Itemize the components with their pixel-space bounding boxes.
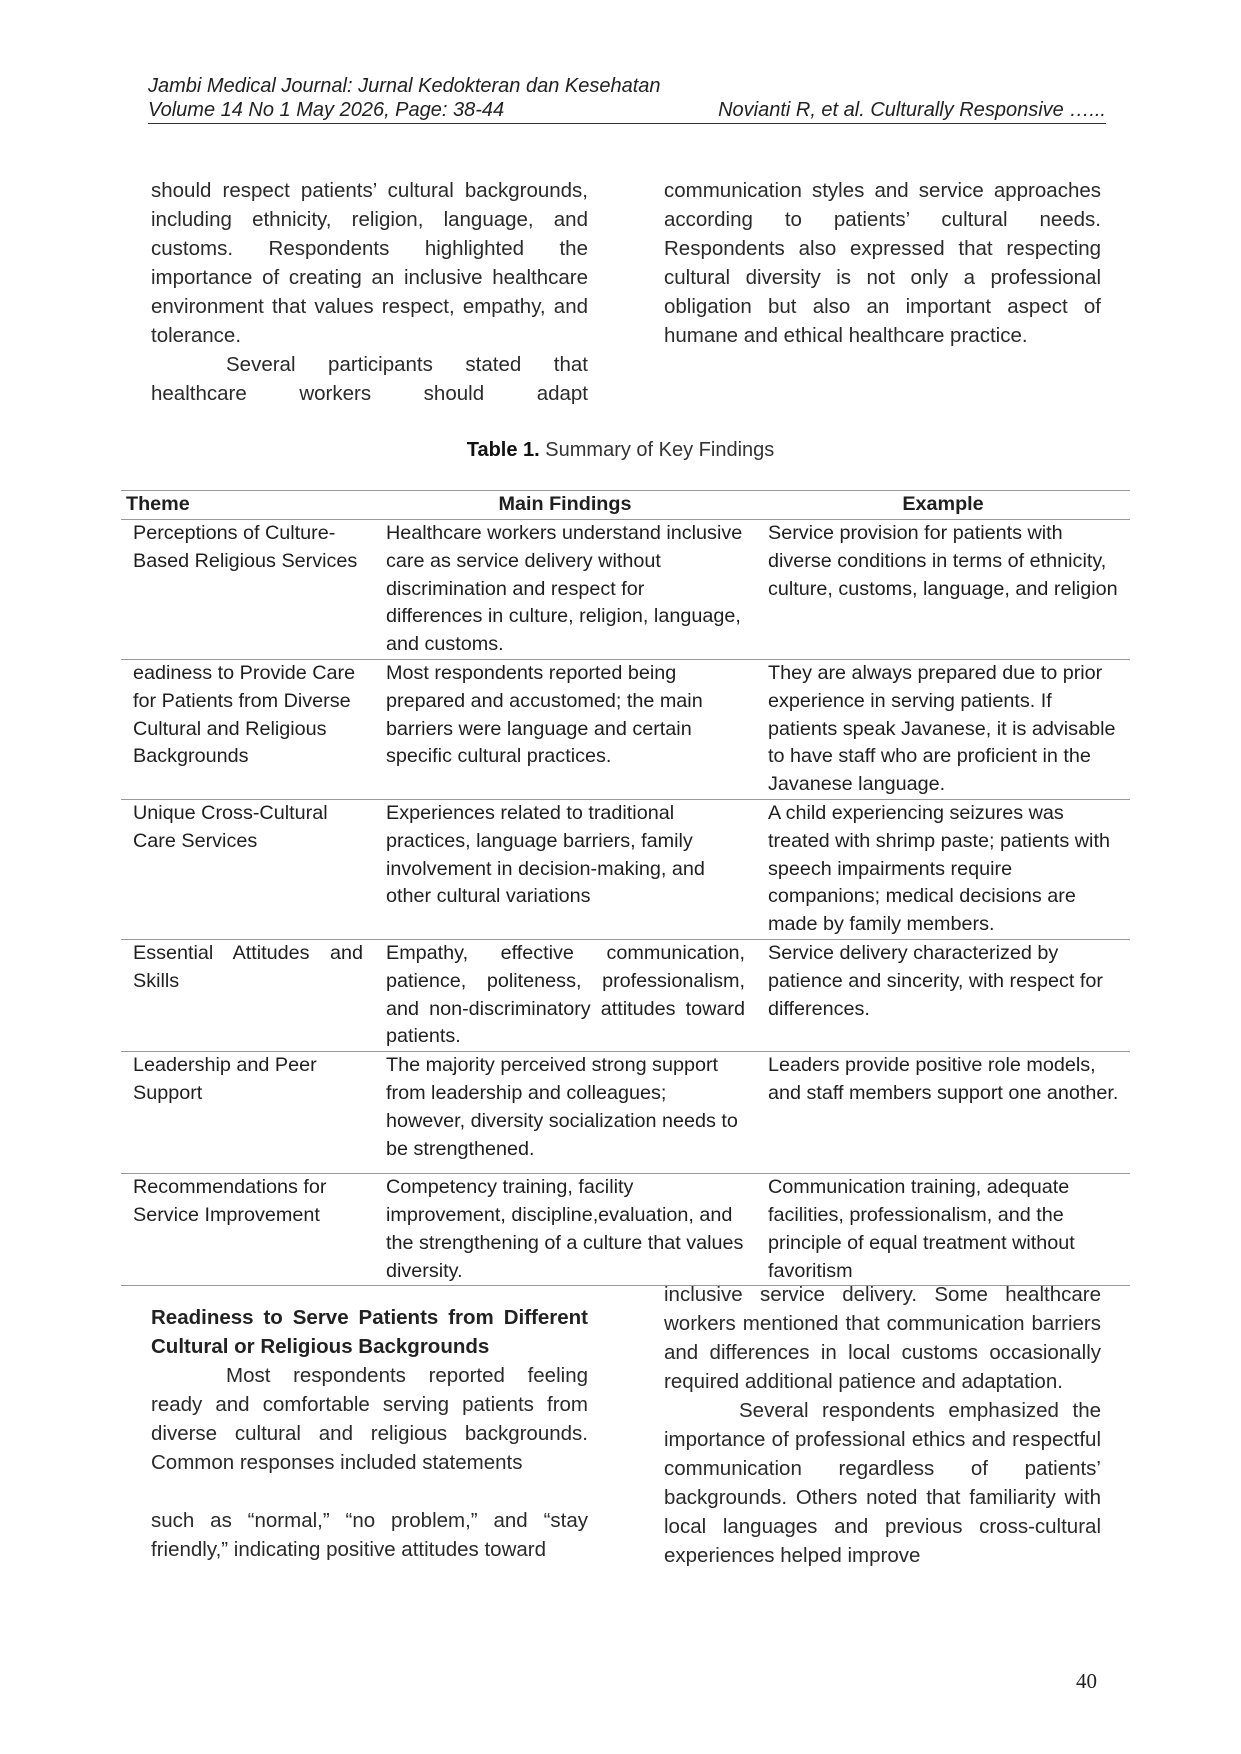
example-cell: Service delivery characterized by patience and sincerity, with respect for differences. — [756, 939, 1130, 1051]
theme-cell: Recommendations for Service Improvement — [121, 1174, 374, 1286]
journal-name: Jambi Medical Journal: Jurnal Kedokteran dan Kesehatan — [148, 75, 661, 97]
findings-cell: Empathy, effective communication, patience, politeness, professionalism, and non-discriminatory attitudes toward patients. — [374, 939, 756, 1051]
theme-cell: Unique Cross-Cultural Care Services — [121, 799, 374, 939]
theme-cell: eadiness to Provide Care for Patients from Diverse Cultural and Religious Backgrounds — [121, 660, 374, 800]
example-cell: Leaders provide positive role models, and staff members support one another. — [756, 1052, 1130, 1174]
table-caption-label: Table 1. — [466, 439, 540, 461]
theme-cell: Perceptions of Culture-Based Religious Services — [121, 520, 374, 660]
header-rule — [148, 123, 1106, 124]
paragraph: Several participants stated that healthcare workers should adapt — [151, 353, 588, 405]
findings-cell: Competency training, facility improvement, discipline,evaluation, and the strengthening of a culture that values diversity. — [374, 1174, 756, 1286]
example-cell: Communication training, adequate facilities, professionalism, and the principle of equal treatment without favoritism — [756, 1174, 1130, 1286]
table-row — [121, 1174, 1130, 1286]
paragraph: Several respondents emphasized the importance of professional ethics and respectful communication regardless of patients’ backgrounds. Others noted that familiarity with local languages and previous cross-cultural experiences helped improve — [664, 1399, 1101, 1567]
running-title: Novianti R, et al. Culturally Responsive …... — [718, 99, 1106, 121]
column-header-theme: Theme — [121, 491, 374, 520]
table-caption-text: Summary of Key Findings — [539, 439, 775, 461]
left-column-top — [151, 176, 588, 408]
findings-cell: Experiences related to traditional practices, language barriers, family involvement in decision-making, and other cultural variations — [374, 799, 756, 939]
page-number: 40 — [1076, 1669, 1097, 1693]
findings-cell: Healthcare workers understand inclusive care as service delivery without discrimination and respect for differences in culture, religion, language, and customs. — [374, 520, 756, 660]
table-row — [121, 1052, 1130, 1174]
paragraph: Most respondents reported feeling ready and comfortable serving patients from diverse cultural and religious backgrounds. Common responses included statements — [151, 1364, 588, 1474]
right-column-bottom — [664, 1280, 1101, 1570]
column-header-example: Example — [756, 491, 1130, 520]
example-cell: Service provision for patients with diverse conditions in terms of ethnicity, culture, customs, language, and religion — [756, 520, 1130, 660]
volume-info: Volume 14 No 1 May 2026, Page: 38-44 — [148, 99, 505, 121]
table-row — [121, 520, 1130, 660]
findings-cell: Most respondents reported being prepared and accustomed; the main barriers were language and certain specific cultural practices. — [374, 660, 756, 800]
running-header — [148, 74, 1106, 122]
paragraph: such as “normal,” “no problem,” and “stay friendly,” indicating positive attitudes toward — [151, 1509, 588, 1561]
table-row — [121, 799, 1130, 939]
theme-cell: Essential Attitudes and Skills — [121, 939, 374, 1051]
right-column-top — [664, 176, 1101, 350]
theme-cell: Leadership and Peer Support — [121, 1052, 374, 1174]
section-heading: Readiness to Serve Patients from Different Cultural or Religious Backgrounds — [151, 1306, 588, 1358]
table-header-row — [121, 491, 1130, 520]
key-findings-table — [121, 490, 1130, 1286]
column-header-main-findings: Main Findings — [374, 491, 756, 520]
table-row — [121, 939, 1130, 1051]
table-caption — [0, 439, 1241, 462]
example-cell: They are always prepared due to prior experience in serving patients. If patients speak Javanese, it is advisable to have staff who are proficient in the Javanese language. — [756, 660, 1130, 800]
paragraph: should respect patients’ cultural backgrounds, including ethnicity, religion, language, and customs. Respondents highlighted the importance of creating an inclusive healthcare environment that values respect, empathy, and tolerance. — [151, 179, 588, 347]
paragraph: communication styles and service approaches according to patients’ cultural needs. Respondents also expressed that respecting cultural diversity is not only a professional obligation but also an important aspect of humane and ethical healthcare practice. — [664, 179, 1101, 347]
table-row — [121, 660, 1130, 800]
example-cell: A child experiencing seizures was treated with shrimp paste; patients with speech impairments require companions; medical decisions are made by family members. — [756, 799, 1130, 939]
findings-cell: The majority perceived strong support from leadership and colleagues; however, diversity socialization needs to be strengthened. — [374, 1052, 756, 1174]
paragraph: inclusive service delivery. Some healthcare workers mentioned that communication barriers and differences in local customs occasionally required additional patience and adaptation. — [664, 1283, 1101, 1393]
left-column-bottom — [151, 1303, 588, 1564]
